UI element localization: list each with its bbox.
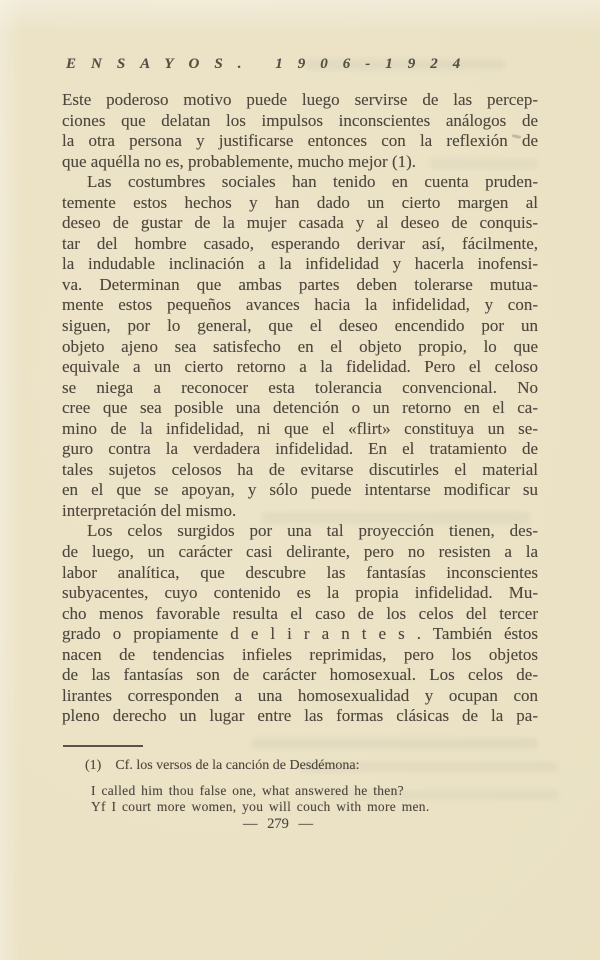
text-line: mente estos pequeños avances hacia la infidelidad, y con-: [62, 295, 538, 315]
footnote-text: Cf. los versos de la canción de Desdémona:: [115, 758, 360, 773]
text-line: va. Determinan que ambas partes deben tolerarse mutua-: [62, 274, 538, 294]
text-line: cree que sea posible una detención o un retorno en el ca-: [62, 398, 538, 418]
text-line: se niega a reconocer esta tolerancia convencional. No: [62, 377, 538, 397]
running-header: ENSAYOS. 1906-1924: [66, 56, 476, 72]
text-line: que aquélla no es, probablemente, mucho mejor (1).: [62, 151, 417, 171]
text-line: guro contra la verdadera infidelidad. En el tratamiento de: [62, 439, 538, 459]
text-line: en el que se apoyan, y sólo puede intentarse modificar su: [62, 480, 538, 500]
text-line: mino de la infidelidad, ni que el «flirt» constituya un se-: [62, 418, 538, 438]
text-line: la otra persona y justificarse entonces con la reflexión de: [62, 131, 538, 151]
verse-line: Yf I court more women, you will couch with more men.: [91, 798, 430, 814]
text-line: de las fantasías son de carácter homosexual. Los celos de-: [62, 665, 538, 685]
text-line: siguen, por lo general, que el deseo encendido por un: [62, 316, 538, 336]
text-line: Este poderoso motivo puede luego servirse de las percep-: [62, 90, 538, 109]
text-line: pleno derecho un lugar entre las formas clásicas de la pa-: [62, 706, 538, 726]
text-line: lirantes corresponden a una homosexualidad y ocupan con: [62, 685, 538, 705]
footnote-rule: [63, 745, 143, 747]
text-line: subyacentes, cuyo contenido es la propia infidelidad. Mu-: [62, 583, 538, 603]
text-line: equivale a un cierto retorno a la fidelidad. Pero el celoso: [62, 357, 538, 377]
text-line: objeto ajeno sea satisfecho en el objeto propio, lo que: [62, 336, 538, 356]
text-line: deseo de gustar de la mujer casada y al deseo de conquis-: [62, 213, 538, 233]
text-line: de luego, un carácter casi delirante, pero no resisten a la: [62, 542, 538, 562]
text-line: tar del hombre casado, esperando derivar así, fácilmente,: [62, 233, 538, 253]
text-line: cho menos favorable resulta el caso de los celos del tercer: [62, 603, 538, 623]
verse-line: I called him thou false one, what answered he then?: [91, 783, 404, 798]
body-text: [62, 90, 538, 727]
text-line: Los celos surgidos por una tal proyección tienen, des-: [87, 521, 538, 541]
footnote-marker: (1): [85, 758, 102, 773]
text-line: nacen de tendencias infieles reprimidas, pero los objetos: [62, 644, 538, 664]
page-number: — 279 —: [243, 816, 313, 832]
text-line: Las costumbres sociales han tenido en cuenta pruden-: [87, 172, 538, 192]
text-line: labor analítica, que descubre las fantasías inconscientes: [62, 562, 538, 582]
text-line: tales sujetos celosos ha de evitarse discutirles el material: [62, 459, 538, 479]
text-line: temente estos hechos y han dado un cierto margen al: [62, 192, 538, 212]
text-line: ciones que delatan los impulsos inconscientes análogos de: [62, 110, 538, 130]
text-line: grado o propiamente d e l i r a n t e s . También éstos: [62, 624, 538, 644]
text-line: interpretación del mismo.: [62, 500, 237, 520]
footnote-verses: [91, 783, 430, 814]
text-line: la indudable inclinación a la infidelidad y hacerla inofensi-: [62, 254, 538, 274]
bleedthrough-artifact: [252, 738, 538, 749]
footnote: [85, 758, 359, 774]
